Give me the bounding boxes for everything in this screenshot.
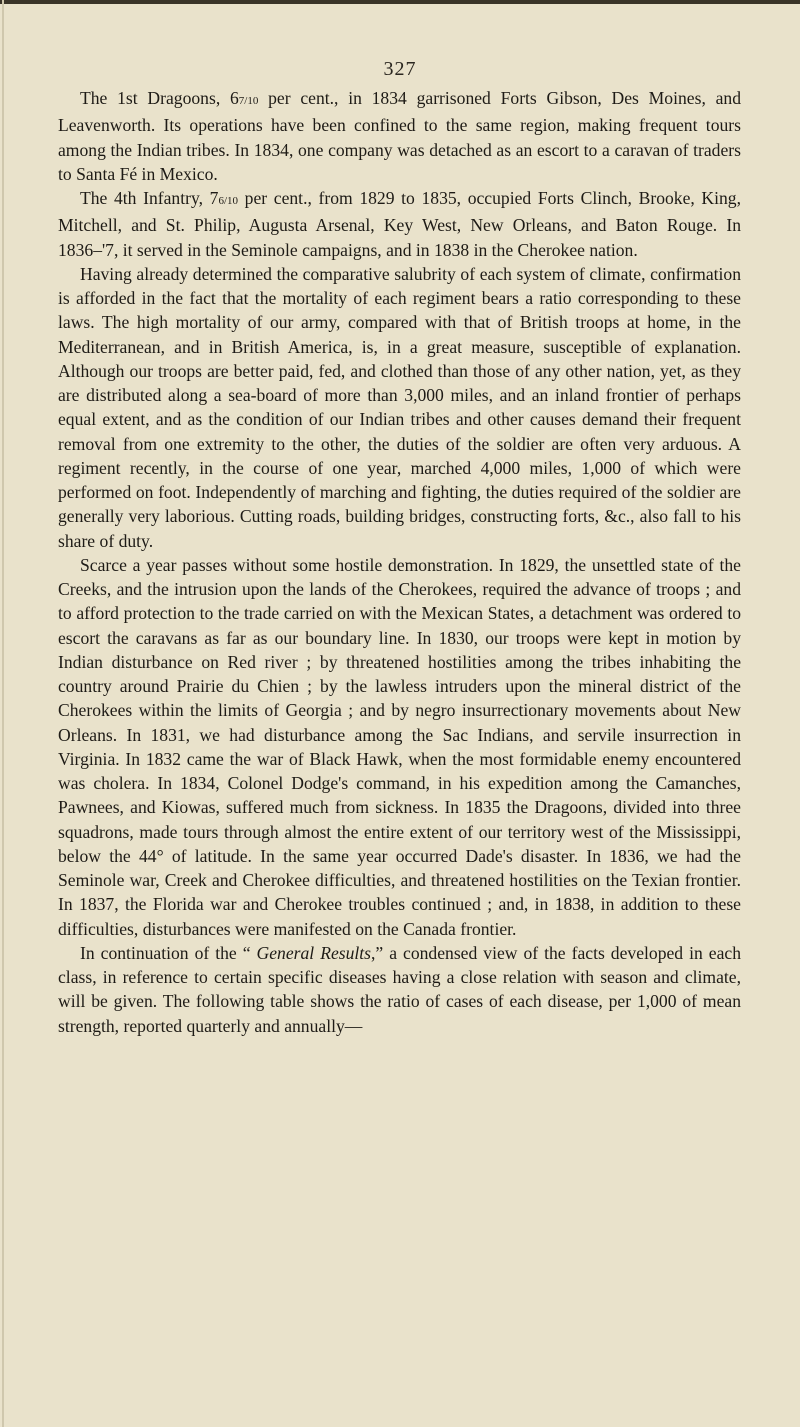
fraction: 6/10 [218, 195, 239, 207]
text-run: Having already determined the comparative salubrity of each system of climate, confirmation is afforded in the fact that the mortality of each regiment bears a ratio corresponding to these laws. The high mortality of our army, compared with that of British troops at home, in the Mediterranean, and in British America, is, in a great measure, susceptible of explanation. Although our troops are better paid, fed, and clothed than those of any other nation, yet, as they are distributed along a sea-board of more than 3,000 miles, and an inland frontier of perhaps equal extent, and as the condition of our Indian tribes and other causes demand their frequent removal from one extremity to the other, the duties of the soldier are often very arduous. A regiment recently, in the course of one year, marched 4,000 miles, 1,000 of which were performed on foot. Independently of marching and fighting, the duties required of the soldier are generally very laborious. Cutting roads, building bridges, constructing forts, &c., also fall to his share of duty. [58, 263, 741, 551]
text-run: In continuation of the “ [80, 942, 257, 963]
text-run: The 4th Infantry, 7 [80, 188, 219, 208]
paragraph-4 [58, 553, 741, 941]
body-text [58, 86, 741, 1038]
text-run: per cent., from 1829 to 1835, occupied Forts Clinch, Brooke, King, Mitchell, and St. Philip, Augusta Arsenal, Key West, New Orleans, and Baton Rouge. In 1836–'7, it served in the Seminole campaigns, and in 1838 in the Cherokee nation. [58, 188, 742, 260]
paragraph-2 [58, 186, 741, 262]
paragraph-5 [58, 941, 741, 1038]
text-run: ,” a condensed view of the facts developed in each class, in reference to certain specific diseases having a close relation with season and climate, will be given. The following table shows the ratio of cases of each disease, per 1,000 of mean strength, reported quarterly and annually— [58, 942, 741, 1036]
text-run: per cent., in 1834 garrisoned Forts Gibson, Des Moines, and Leavenworth. Its operations have been confined to the same region, making frequent tours among the Indian tribes. In 1834, one company was detached as an escort to a caravan of traders to Santa Fé in Mexico. [58, 88, 742, 184]
paragraph-1 [58, 86, 741, 186]
top-border-rule [0, 0, 800, 4]
text-run: Scarce a year passes without some hostile demonstration. In 1829, the unsettled state of the Creeks, and the intrusion upon the lands of the Cherokees, required the advance of troops ; and to afford protection to the trade carried on with the Mexican States, a detachment was ordered to escort the caravans as far as our boundary line. In 1830, our troops were kept in motion by Indian disturbance on Red river ; by threatened hostilities among the tribes inhabiting the country around Prairie du Chien ; by the lawless intruders upon the mineral district of the Cherokees within the limits of Georgia ; and by negro insurrectionary movements about New Orleans. In 1831, we had disturbance among the Sac Indians, and servile insurrection in Virginia. In 1832 came the war of Black Hawk, when the most formidable enemy encountered was cholera. In 1834, Colonel Dodge's command, in his expedition among the Camanches, Pawnees, and Kiowas, suffered much from sickness. In 1835 the Dragoons, divided into three squadrons, made tours through almost the entire extent of our territory west of the Mississippi, below the 44° of latitude. In the same year occurred Dade's disaster. In 1836, we had the Seminole war, Creek and Cherokee difficulties, and threatened hostilities on the Texian frontier. In 1837, the Florida war and Cherokee troubles continued ; and, in 1838, in addition to these difficulties, disturbances were manifested on the Canada frontier. [58, 554, 741, 939]
paragraph-3 [58, 262, 741, 553]
left-border-rule [2, 0, 4, 1427]
text-run: The 1st Dragoons, 6 [80, 88, 239, 108]
page-number: 327 [383, 58, 417, 80]
fraction: 7/10 [238, 95, 259, 107]
italic-title: General Results [256, 942, 372, 963]
